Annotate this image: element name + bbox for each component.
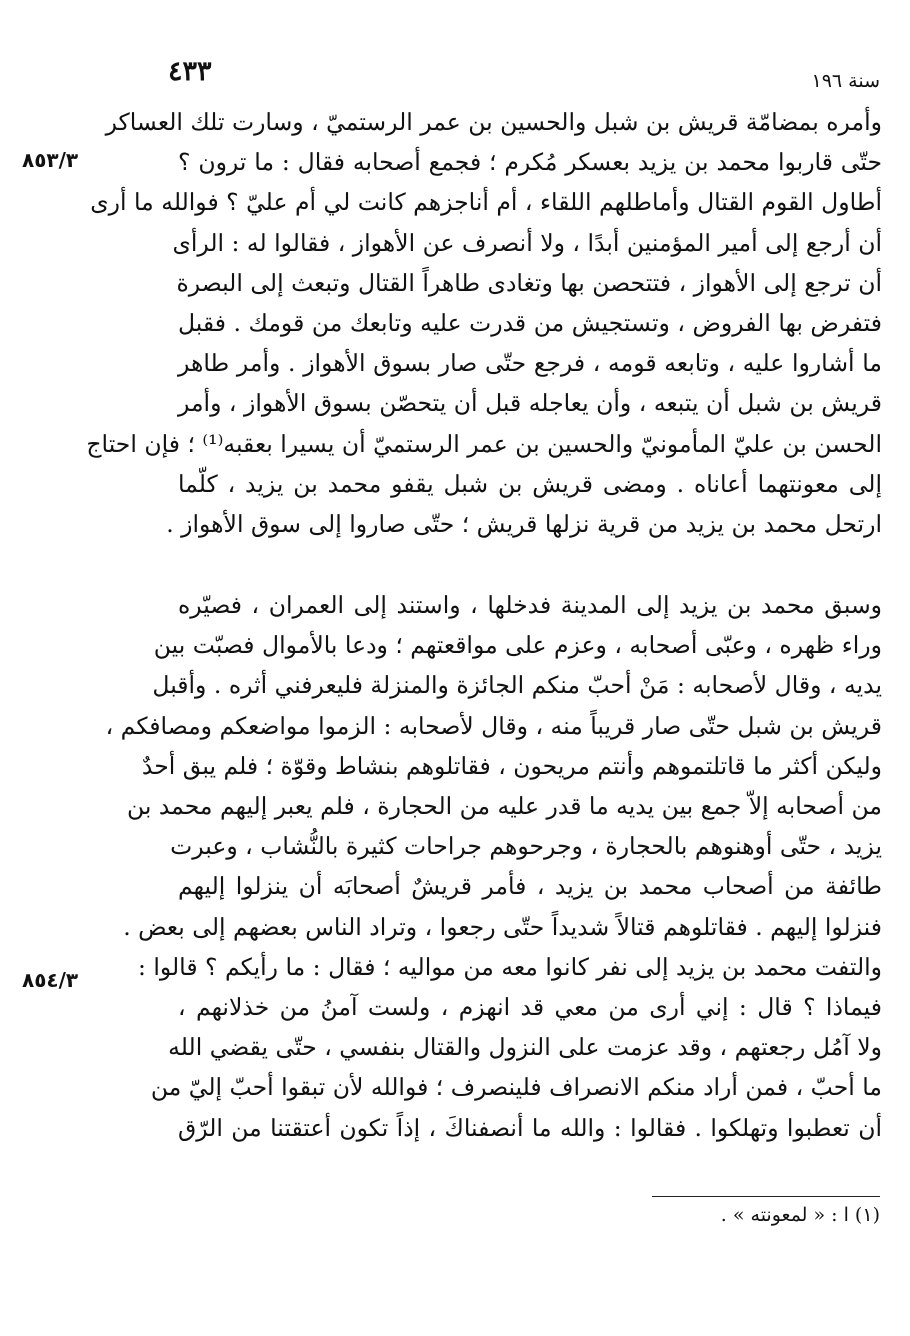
- text-line: والتفت محمد بن يزيد إلى نفر كانوا معه من مواليه ؛ فقال : ما رأيكم ؟ قالوا :: [137, 952, 882, 981]
- text-line: ارتحل محمد بن يزيد من قرية نزلها قريش ؛ حتّى صاروا إلى سوق الأهواز .: [166, 510, 882, 539]
- text-line: ولا آمُل رجعتهم ، وقد عزمت على النزول والقتال بنفسي ، حتّى يقضي الله: [168, 1033, 882, 1062]
- text-line: أن تعطبوا وتهلكوا . فقالوا : والله ما أنصفناكَ ، إذاً تكون أعتقتنا من الرّق: [178, 1113, 882, 1142]
- text-line: وراء ظهره ، وعبّى أصحابه ، وعزم على مواقعتهم ؛ ودعا بالأموال فصبّت بين: [153, 631, 882, 660]
- text-line: ما أحبّ ، فمن أراد منكم الانصراف فلينصرف ؛ فوالله لأن تبقوا أحبّ إليّ من: [150, 1073, 882, 1102]
- text-line: الحسن بن عليّ المأمونيّ والحسين بن عمر الرستميّ أن يسيرا بعقبه⁽¹⁾ ؛ فإن احتاج: [86, 429, 882, 458]
- text-line: وسبق محمد بن يزيد إلى المدينة فدخلها ، واستند إلى العمران ، فصيّره: [178, 591, 882, 619]
- text-line: أن أرجع إلى أمير المؤمنين أبدًا ، ولا أنصرف عن الأهواز ، فقالوا له : الرأى: [172, 228, 882, 257]
- marginal-reference-1: ٨٥٣/٣: [22, 148, 79, 172]
- text-line: فنزلوا إليهم . فقاتلوهم قتالاً شديداً حتّى رجعوا ، وتراد الناس بعضهم إلى بعض .: [123, 912, 882, 941]
- marginal-reference-2: ٨٥٤/٣: [22, 968, 79, 992]
- text-line: قريش بن شبل أن يتبعه ، وأن يعاجله قبل أن يتحصّن بسوق الأهواز ، وأمر: [178, 389, 882, 418]
- text-line: أن ترجع إلى الأهواز ، فتتحصن بها وتغادى طاهراً القتال وتبعث إلى البصرة: [176, 268, 882, 297]
- text-line: طائفة من أصحاب محمد بن يزيد ، فأمر قريشٌ أصحابَه أن ينزلوا إليهم: [178, 872, 882, 901]
- footnote: (١) ا : « لمعونته » .: [720, 1204, 880, 1226]
- year-heading: سنة ١٩٦: [811, 70, 880, 92]
- text-line: يديه ، وقال لأصحابه : مَنْ أحبّ منكم الجائزة والمنزلة فليعرفني أثره . وأقبل: [152, 671, 882, 700]
- text-line: ما أشاروا عليه ، وتابعه قومه ، فرجع حتّى صار بسوق الأهواز . وأمر طاهر: [178, 349, 882, 378]
- footnote-divider: [652, 1196, 880, 1197]
- text-line: إلى معونتهما أعاناه . ومضى قريش بن شبل يقفو محمد بن يزيد ، كلّما: [178, 469, 882, 498]
- text-line: حتّى قاربوا محمد بن يزيد بعسكر مُكرم ؛ فجمع أصحابه فقال : ما ترون ؟: [178, 148, 882, 177]
- paragraph-2: [105, 585, 882, 1148]
- paragraph-1: [86, 102, 882, 544]
- text-line: يزيد ، حتّى أوهنوهم بالحجارة ، وجرحوهم جراحات كثيرة بالنُّشاب ، وعبرت: [170, 832, 882, 861]
- text-line: وليكن أكثر ما قاتلتموهم وأنتم مريحون ، فقاتلوهم بنشاط وقوّة ؛ فلم يبق أحدٌ: [141, 751, 882, 780]
- text-line: فتفرض بها الفروض ، وتستجيش من قدرت عليه وتابعك من قومك . فقبل: [178, 309, 882, 338]
- text-line: من أصحابه إلاّ جمع بين يديه ما قدر عليه من الحجارة ، فلم يعبر إليهم محمد بن: [126, 792, 882, 821]
- text-line: وأمره بمضامّة قريش بن شبل والحسين بن عمر الرستميّ ، وسارت تلك العساكر: [105, 108, 882, 136]
- text-line: أطاول القوم القتال وأماطلهم اللقاء ، أم أناجزهم كانت لي أم عليّ ؟ فوالله ما أرى: [90, 188, 882, 217]
- text-line: فيماذا ؟ قال : إني أرى من معي قد انهزم ، ولست آمنُ من خذلانهم ،: [178, 993, 882, 1022]
- page-number: ٤٣٣: [168, 56, 212, 87]
- text-line: قريش بن شبل حتّى صار قريباً منه ، وقال لأصحابه : الزموا مواضعكم ومصافكم ،: [105, 711, 882, 740]
